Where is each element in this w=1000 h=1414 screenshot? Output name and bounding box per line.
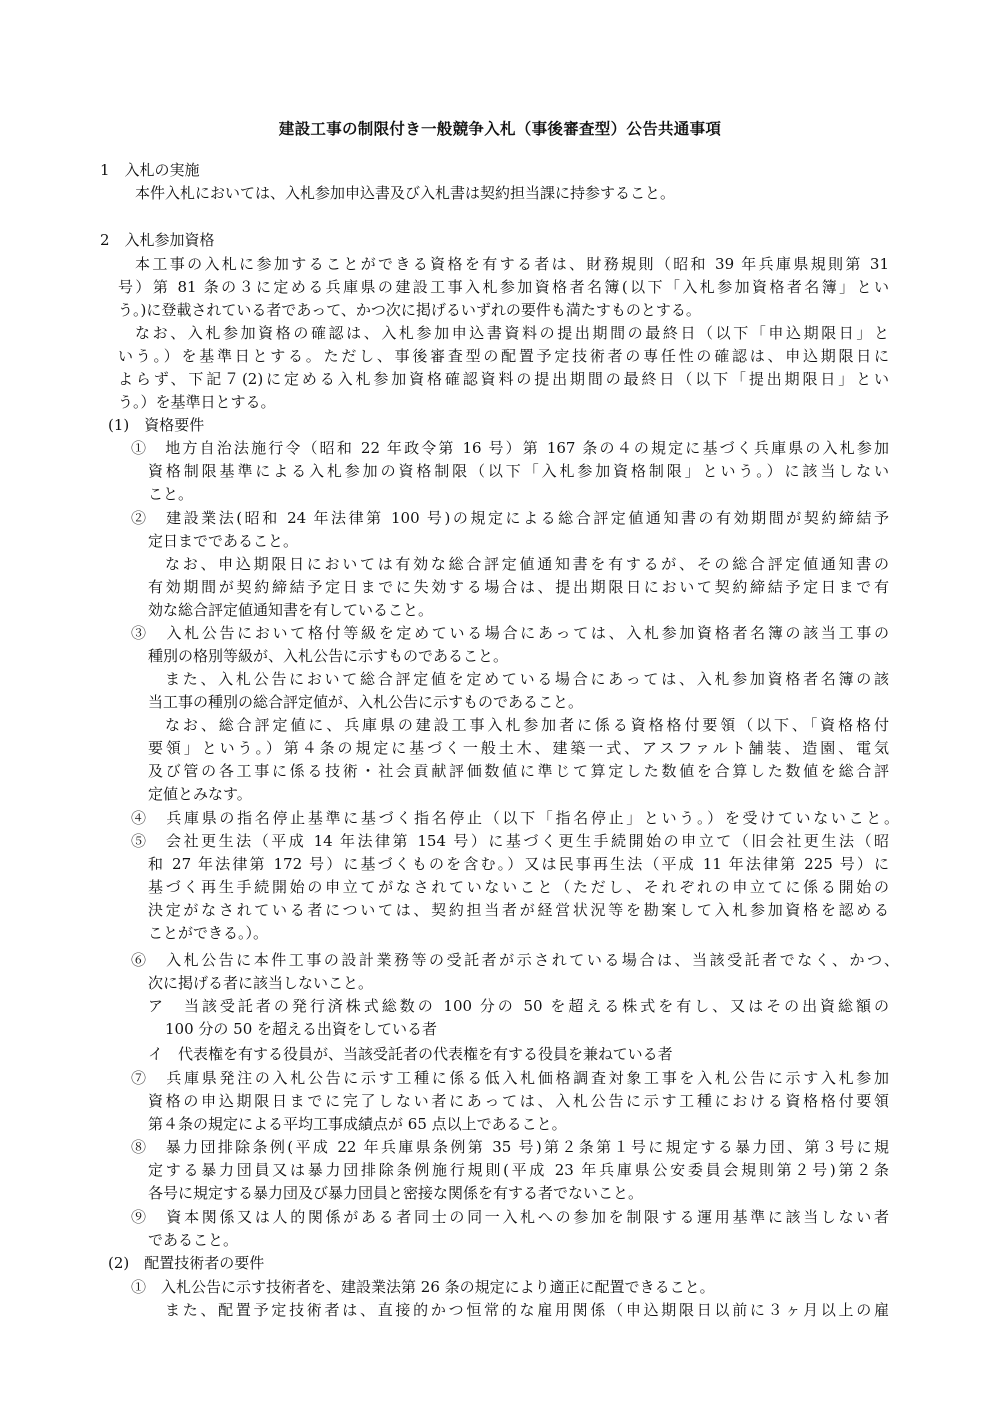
requirement-7-line: 第４条の規定による平均工事成績点が 65 点以上であること。 [148, 1115, 567, 1133]
requirement-9-line: ⑨ 資本関係又は人的関係がある者同士の同一入札への参加を制限する運用基準に該当しない者 [131, 1208, 889, 1226]
requirement-8-line: 定する暴力団員又は暴力団排除条例施行規則(平成 23 年兵庫県公安委員会規則第２号)第２条 [148, 1161, 889, 1179]
section-2-paragraph-1-line: 号）第 81 条の３に定める兵庫県の建設工事入札参加資格者名簿(以下「入札参加資格者名簿」とい [118, 278, 889, 296]
section-2-paragraph-1-line: う。)に登載されている者であって、かつ次に掲げるいずれの要件も満たすものとする。 [118, 301, 701, 319]
requirement-4-line: ④ 兵庫県の指名停止基準に基づく指名停止（以下「指名停止」という。）を受けていないこと。 [131, 809, 899, 827]
section-2-heading: 2 入札参加資格 [100, 231, 215, 249]
requirement-3-line: また、入札公告において総合評定値を定めている場合にあっては、入札参加資格者名簿の該 [165, 670, 889, 688]
subsection-2-heading: (2) 配置技術者の要件 [108, 1254, 265, 1272]
technician-requirement-1-line: ① 入札公告に示す技術者を、建設業法第 26 条の規定により適正に配置できること。 [131, 1278, 715, 1296]
requirement-5-line: 基づく再生手続開始の申立てがなされていないこと（ただし、それぞれの申立てに係る開始の [148, 878, 889, 896]
requirement-3-line: 要領」という。）第４条の規定に基づく一般土木、建築一式、アスファルト舗装、造園、電気 [148, 739, 889, 757]
requirement-2-line: 有効期間が契約締結予定日までに失効する場合は、提出期限日において契約締結予定日まで有 [148, 578, 889, 596]
requirement-6-line: ⑥ 入札公告に本件工事の設計業務等の受託者が示されている場合は、当該受託者でなく、かつ、 [131, 951, 899, 969]
requirement-3-line: なお、総合評定値に、兵庫県の建設工事入札参加者に係る資格格付要領（以下、「資格格付 [165, 716, 889, 734]
requirement-3-line: 及び管の各工事に係る技術・社会貢献評価数値に準じて算定した数値を合算した数値を総合評 [148, 762, 889, 780]
section-1-body: 本件入札においては、入札参加申込書及び入札書は契約担当課に持参すること。 [135, 184, 676, 202]
section-1-heading: 1 入札の実施 [100, 161, 200, 179]
section-2-paragraph-1-line: 本工事の入札に参加することができる資格を有する者は、財務規則（昭和 39 年兵庫県規則第 31 [135, 255, 889, 273]
requirement-3-line: 種別の格別等級が、入札公告に示すものであること。 [148, 647, 509, 665]
requirement-8-line: ⑧ 暴力団排除条例(平成 22 年兵庫県条例第 35 号)第２条第１号に規定する暴力団、第３号に規 [131, 1138, 889, 1156]
requirement-2-line: 定日までであること。 [148, 532, 299, 550]
requirement-3-line: 定値とみなす。 [148, 785, 252, 803]
section-2-paragraph-2-line: よらず、下記７(2)に定める入札参加資格確認資料の提出期間の最終日（以下「提出期限日」とい [118, 370, 889, 388]
requirement-7-line: 資格の申込期限日までに完了しない者にあっては、入札公告に示す工種における資格格付要領 [148, 1092, 889, 1110]
requirement-6-item-i: イ 代表権を有する役員が、当該受託者の代表権を有する役員を兼ねている者 [148, 1045, 673, 1063]
requirement-8-line: 各号に規定する暴力団及び暴力団員と密接な関係を有する者でないこと。 [148, 1184, 644, 1202]
section-2-paragraph-2-line: なお、入札参加資格の確認は、入札参加申込書資料の提出期間の最終日（以下「申込期限日」と [135, 324, 889, 342]
technician-requirement-1-line: また、配置予定技術者は、直接的かつ恒常的な雇用関係（申込期限日以前に３ヶ月以上の雇 [165, 1301, 889, 1319]
requirement-2-line: 効な総合評定値通知書を有していること。 [148, 601, 434, 619]
requirement-6-item-a: 100 分の 50 を超える出資をしている者 [165, 1020, 438, 1038]
requirement-1-line: 資格制限基準による入札参加の資格制限（以下「入札参加資格制限」という。）に該当しない [148, 462, 889, 480]
section-2-paragraph-2-line: う。）を基準日とする。 [118, 393, 276, 411]
requirement-2-line: ② 建設業法(昭和 24 年法律第 100 号)の規定による総合評定値通知書の有効期間が契約締結予 [131, 509, 889, 527]
requirement-7-line: ⑦ 兵庫県発注の入札公告に示す工種に係る低入札価格調査対象工事を入札公告に示す入札参加 [131, 1069, 889, 1087]
requirement-5-line: 決定がなされている者については、契約担当者が経営状況等を勘案して入札参加資格を認める [148, 901, 889, 919]
requirement-6-line: 次に掲げる者に該当しないこと。 [148, 974, 374, 992]
section-2-paragraph-2-line: いう。）を基準日とする。ただし、事後審査型の配置予定技術者の専任性の確認は、申込期限日に [118, 347, 889, 365]
requirement-5-line: 和 27 年法律第 172 号）に基づくものを含む。）又は民事再生法（平成 11 年法律第 225 号）に [148, 855, 889, 873]
document-title: 建設工事の制限付き一般競争入札（事後審査型）公告共通事項 [278, 119, 722, 138]
requirement-5-line: ⑤ 会社更生法（平成 14 年法律第 154 号）に基づく更生手続開始の申立て（旧会社更生法（昭 [131, 832, 889, 850]
requirement-3-line: ③ 入札公告において格付等級を定めている場合にあっては、入札参加資格者名簿の該当工事の [131, 624, 889, 642]
requirement-1-line: こと。 [148, 485, 194, 503]
requirement-1-line: ① 地方自治法施行令（昭和 22 年政令第 16 号）第 167 条の４の規定に基づく兵庫県の入札参加 [131, 439, 889, 457]
requirement-9-line: であること。 [148, 1231, 239, 1249]
requirement-5-line: ことができる。）。 [148, 924, 269, 942]
subsection-1-heading: (1) 資格要件 [108, 416, 205, 434]
requirement-6-item-a: ア 当該受託者の発行済株式総数の 100 分の 50 を超える株式を有し、又はその出資総額の [148, 997, 889, 1015]
requirement-2-line: なお、申込期限日においては有効な総合評定値通知書を有するが、その総合評定値通知書の [165, 555, 889, 573]
requirement-3-line: 当工事の種別の総合評定値が、入札公告に示すものであること。 [148, 693, 584, 711]
